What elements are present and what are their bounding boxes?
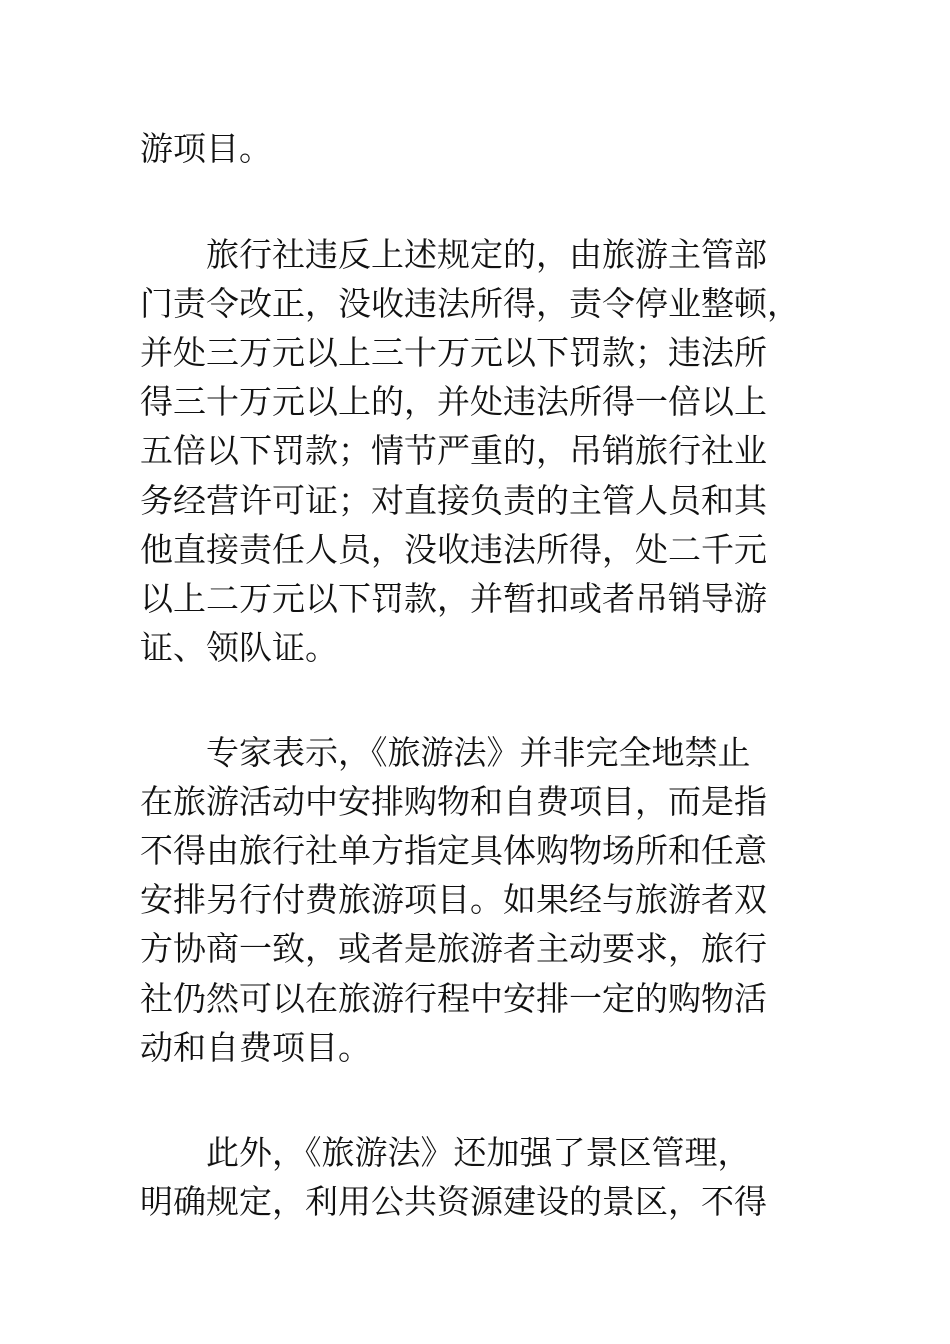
text-line: 证、领队证。	[140, 628, 338, 667]
text-line: 五倍以下罚款；情节严重的，吊销旅行社业	[140, 431, 767, 470]
text-line: 在旅游活动中安排购物和自费项目，而是指	[140, 782, 767, 821]
text-line: 安排另行付费旅游项目。如果经与旅游者双	[140, 880, 767, 919]
text-line: 明确规定，利用公共资源建设的景区，不得	[140, 1182, 767, 1221]
text-line: 得三十万元以上的，并处违法所得一倍以上	[140, 382, 767, 421]
text-line: 专家表示，《旅游法》并非完全地禁止	[206, 733, 751, 772]
text-line: 门责令改正，没收违法所得，责令停业整顿，	[140, 284, 800, 323]
text-line: 游项目。	[140, 129, 272, 168]
text-line: 以上二万元以下罚款，并暂扣或者吊销导游	[140, 579, 767, 618]
text-line: 社仍然可以在旅游行程中安排一定的购物活	[140, 979, 767, 1018]
text-line: 此外，《旅游法》还加强了景区管理，	[206, 1133, 751, 1172]
text-line: 并处三万元以上三十万元以下罚款；违法所	[140, 333, 767, 372]
text-line: 旅行社违反上述规定的，由旅游主管部	[206, 235, 767, 274]
text-line: 不得由旅行社单方指定具体购物场所和任意	[140, 831, 767, 870]
text-line: 务经营许可证；对直接负责的主管人员和其	[140, 481, 767, 520]
text-line: 他直接责任人员，没收违法所得，处二千元	[140, 530, 767, 569]
text-line: 动和自费项目。	[140, 1028, 371, 1067]
text-line: 方协商一致，或者是旅游者主动要求，旅行	[140, 929, 767, 968]
